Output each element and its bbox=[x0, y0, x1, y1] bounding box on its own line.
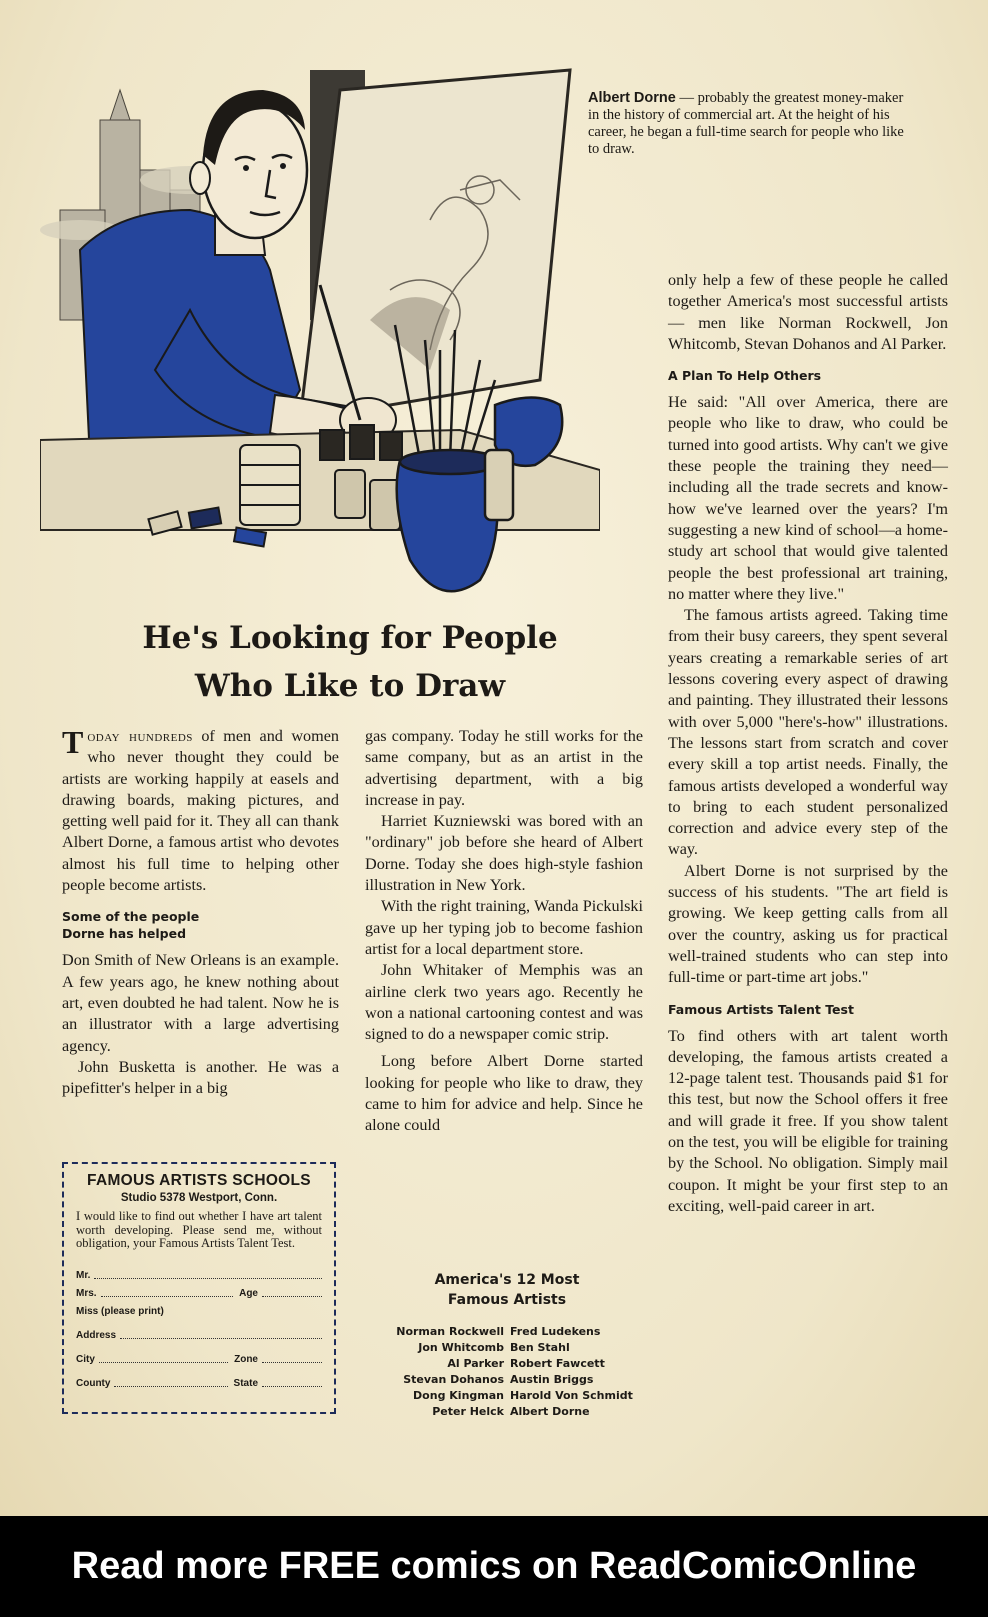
col2-paragraph-2: Harriet Kuzniewski was bored with an "ordinary" job before she heard of Albert Dorne. Today she does high-style fashion illustration in New York. bbox=[365, 812, 643, 895]
col1-p1-text: of men and women who never thought they could be artists are working happily at easels and drawing boards, making pictures, and getting well paid for it. They all can thank Albert Dorne, a famous artist who devotes almost his full time to helping other people become artists. bbox=[62, 727, 339, 895]
col1-lead: oday hundreds bbox=[87, 727, 193, 745]
caption-text: — probably the greatest money-maker in the history of commercial art. At the height of his career, he began a full-time search for people who like to draw. bbox=[588, 90, 904, 157]
footer-banner[interactable] bbox=[0, 1516, 988, 1617]
col1-paragraph-1 bbox=[62, 726, 339, 896]
field-zone-line bbox=[262, 1362, 322, 1363]
col2-paragraph-1: gas company. Today he still works for the same company, but as an artist in the advertising department, with a big increase in pay. bbox=[365, 727, 643, 809]
artist-name: Dong Kingman bbox=[413, 1389, 504, 1402]
field-address-label: Address bbox=[76, 1329, 117, 1341]
drop-cap: T bbox=[62, 724, 84, 760]
subhead-helped-line-1: Some of the people bbox=[62, 909, 200, 925]
field-city-line bbox=[99, 1362, 228, 1363]
artist-name: Ben Stahl bbox=[510, 1341, 570, 1354]
artists-title-line-1: America's 12 Most bbox=[434, 1272, 580, 1288]
field-city[interactable] bbox=[76, 1341, 322, 1365]
field-city-label: City bbox=[76, 1353, 95, 1365]
artist-name: Stevan Dohanos bbox=[403, 1373, 504, 1386]
field-mrs-line bbox=[101, 1296, 234, 1297]
illustration-caption bbox=[588, 90, 918, 158]
field-age-label: Age bbox=[239, 1287, 258, 1299]
col2-paragraph-4: John Whitaker of Memphis was an airline clerk two years ago. Recently he won a national cartooning contest and was signed to do a newspaper comic strip. bbox=[365, 961, 643, 1044]
artist-name: Peter Helck bbox=[432, 1405, 504, 1418]
col3-paragraph-3: The famous artists agreed. Taking time from their busy careers, they spent several years creating a remarkable series of art lessons covering every aspect of drawing and painting. They illustrated their lessons with over 5,000 "here's-how" illustrations. The lessons start from scratch and cover every skill a top artist needs. Finally, the famous artists developed a wonderful way to bring to each student personalized correction and advice every step of the way. bbox=[668, 606, 948, 859]
artist-name: Robert Fawcett bbox=[510, 1357, 605, 1370]
col3-paragraph-1: only help a few of these people he called together America's most successful artists — men like Norman Rockwell, Jon Whitcomb, Stevan Dohanos and Al Parker. bbox=[668, 271, 948, 353]
famous-artists-list bbox=[362, 1270, 652, 1420]
column-2 bbox=[365, 726, 643, 1137]
coupon-studio: Studio 5378 Westport, Conn. bbox=[120, 1192, 278, 1204]
caption-name: Albert Dorne bbox=[588, 90, 676, 106]
artists-row bbox=[362, 1372, 652, 1388]
col1-paragraph-2: Don Smith of New Orleans is an example. A few years ago, he knew nothing about art, even doubted he had talent. Now he is an illustrator with a large advertising agency. bbox=[62, 951, 339, 1055]
field-address-line bbox=[120, 1338, 322, 1339]
field-mr[interactable] bbox=[76, 1257, 322, 1281]
col1-paragraph-3: John Busketta is another. He was a pipefitter's helper in a big bbox=[62, 1057, 339, 1098]
column-1 bbox=[62, 726, 339, 1099]
col3-paragraph-5: To find others with art talent worth developing, the famous artists created a 12-page talent test. Thousands paid $1 for this test, but now the School offers it free and will grade it free. If you show talent on the test, you will be eligible for training by the School. No obligation. Simply mail coupon. It might be your first step to an exciting, well-paid career in art. bbox=[668, 1026, 948, 1215]
subhead-plan: A Plan To Help Others bbox=[668, 368, 822, 384]
subhead-talent-test: Famous Artists Talent Test bbox=[668, 1001, 854, 1017]
artist-name: Harold Von Schmidt bbox=[510, 1389, 633, 1402]
artist-name: Norman Rockwell bbox=[396, 1325, 504, 1338]
coupon-title: FAMOUS ARTISTS SCHOOLS bbox=[87, 1172, 311, 1189]
col2-paragraph-5: Long before Albert Dorne started looking for people who like to draw, they came to him for advice and help. Since he alone could bbox=[365, 1052, 643, 1135]
artists-row bbox=[362, 1340, 652, 1356]
artists-row bbox=[362, 1356, 652, 1372]
field-mr-line bbox=[94, 1278, 322, 1279]
field-miss[interactable] bbox=[76, 1299, 322, 1317]
mail-coupon[interactable] bbox=[62, 1162, 336, 1414]
col3-paragraph-4: Albert Dorne is not surprised by the success of his students. "The art field is growing. We keep getting calls from all over the country, asking us for practical well-trained students who can step into full-time or part-time art jobs." bbox=[668, 861, 948, 987]
headline bbox=[100, 614, 600, 710]
footer-banner-text[interactable]: Read more FREE comics on ReadComicOnline bbox=[71, 1545, 917, 1587]
field-county-line bbox=[114, 1386, 227, 1387]
column-3 bbox=[668, 270, 948, 1217]
coupon-body: I would like to find out whether I have art talent worth developing. Please send me, without obligation, your Famous Artists Talent Test. bbox=[76, 1209, 322, 1250]
headline-line-2: Who Like to Draw bbox=[194, 668, 506, 704]
field-address[interactable] bbox=[76, 1317, 322, 1341]
field-mr-label: Mr. bbox=[76, 1269, 91, 1281]
field-county-label: County bbox=[76, 1377, 111, 1389]
field-zone-label: Zone bbox=[234, 1353, 258, 1365]
field-state-line bbox=[262, 1386, 322, 1387]
artist-name: Fred Ludekens bbox=[510, 1325, 601, 1338]
artists-title-line-2: Famous Artists bbox=[447, 1292, 567, 1308]
field-age-line bbox=[262, 1296, 322, 1297]
artist-name: Jon Whitcomb bbox=[418, 1341, 504, 1354]
field-mrs[interactable] bbox=[76, 1281, 322, 1299]
field-county[interactable] bbox=[76, 1365, 322, 1389]
artist-illustration bbox=[40, 60, 600, 630]
artists-table bbox=[362, 1324, 652, 1420]
artist-name: Al Parker bbox=[447, 1357, 504, 1370]
artist-name: Austin Briggs bbox=[510, 1373, 594, 1386]
field-state-label: State bbox=[233, 1377, 258, 1389]
field-miss-label: Miss (please print) bbox=[76, 1305, 164, 1317]
subhead-helped bbox=[62, 908, 339, 942]
field-mrs-label: Mrs. bbox=[76, 1287, 97, 1299]
artists-row bbox=[362, 1324, 652, 1340]
col3-paragraph-2: He said: "All over America, there are people who like to draw, who could be turned into good artists. Why can't we give these people the training they need—including all the trade secrets and know-how we've learned over the years? I'm suggesting a new kind of school—a home-study art school that would give talented people the best professional art training, no matter where they live." bbox=[668, 393, 948, 603]
headline-line-1: He's Looking for People bbox=[142, 620, 558, 656]
artists-row bbox=[362, 1404, 652, 1420]
artist-name: Albert Dorne bbox=[510, 1405, 590, 1418]
subhead-helped-line-2: Dorne has helped bbox=[62, 926, 187, 942]
artists-row bbox=[362, 1388, 652, 1404]
artists-title bbox=[362, 1270, 652, 1310]
col2-paragraph-3: With the right training, Wanda Pickulski gave up her typing job to become fashion artist for a local department store. bbox=[365, 897, 643, 958]
